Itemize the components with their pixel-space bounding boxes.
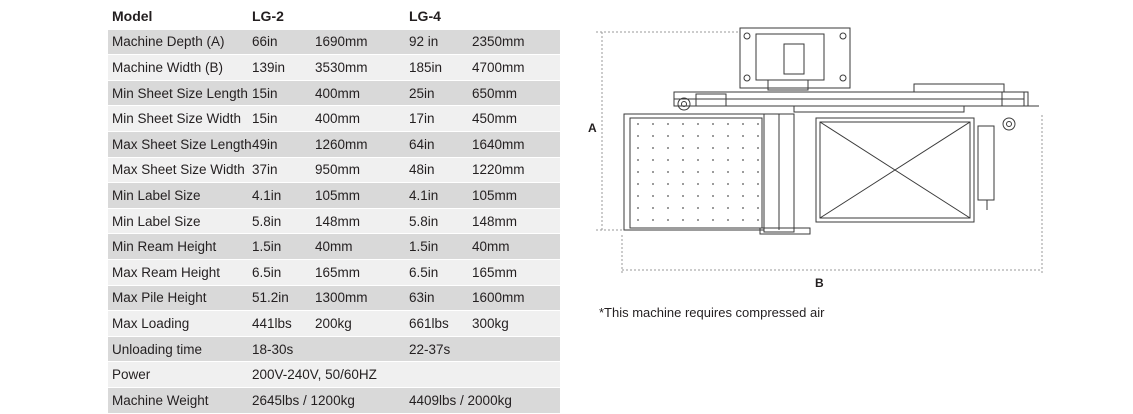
lg2-imperial: 15in — [248, 80, 311, 106]
lg4-metric: 2350mm — [468, 29, 560, 55]
spec-label: Min Sheet Size Width — [108, 106, 248, 132]
spec-label: Min Sheet Size Length — [108, 80, 248, 106]
spec-row — [108, 234, 560, 260]
spec-header-row — [108, 4, 560, 29]
lg2-imperial: 51.2in — [248, 285, 311, 311]
lg2-metric: 3530mm — [311, 55, 405, 81]
spec-row — [108, 80, 560, 106]
lg2-metric: 1260mm — [311, 131, 405, 157]
header-lg4-metric — [468, 4, 560, 29]
lg2-imperial: 4.1in — [248, 183, 311, 209]
lg4-metric — [468, 336, 560, 362]
spec-row — [108, 131, 560, 157]
lg4-imperial: 22-37s — [405, 336, 468, 362]
spec-row — [108, 362, 560, 388]
spec-label: Max Sheet Size Length — [108, 131, 248, 157]
lg4-metric: 450mm — [468, 106, 560, 132]
spec-label: Power — [108, 362, 248, 388]
lg2-metric: 400mm — [311, 80, 405, 106]
spec-row — [108, 106, 560, 132]
spec-row — [108, 157, 560, 183]
spec-row — [108, 336, 560, 362]
lg2-imperial: 66in — [248, 29, 311, 55]
spec-label: Machine Width (B) — [108, 55, 248, 81]
lg4-imperial: 92 in — [405, 29, 468, 55]
lg4-imperial: 185in — [405, 55, 468, 81]
dimension-a-label: A — [588, 121, 597, 135]
lg4-metric: 105mm — [468, 183, 560, 209]
lg2-metric: 400mm — [311, 106, 405, 132]
lg2-metric: 40mm — [311, 234, 405, 260]
lg2-imperial: 2645lbs / 1200kg — [248, 387, 311, 413]
dimension-b-label: B — [815, 276, 824, 290]
spec-table — [108, 4, 560, 414]
compressed-air-note: *This machine requires compressed air — [599, 305, 825, 320]
lg4-metric — [468, 362, 560, 388]
spec-row — [108, 259, 560, 285]
spec-label: Max Loading — [108, 311, 248, 337]
lg4-imperial: 4.1in — [405, 183, 468, 209]
header-lg2-metric — [311, 4, 405, 29]
lg4-imperial: 1.5in — [405, 234, 468, 260]
lg2-imperial: 139in — [248, 55, 311, 81]
lg4-metric: 148mm — [468, 208, 560, 234]
spec-label: Machine Depth (A) — [108, 29, 248, 55]
spec-row — [108, 29, 560, 55]
lg4-metric: 40mm — [468, 234, 560, 260]
spec-label: Min Label Size — [108, 208, 248, 234]
header-lg2: LG-2 — [248, 4, 311, 29]
spec-row — [108, 285, 560, 311]
lg4-metric: 165mm — [468, 259, 560, 285]
header-model: Model — [108, 4, 248, 29]
lg2-metric — [311, 336, 405, 362]
lg4-imperial: 63in — [405, 285, 468, 311]
header-lg4: LG-4 — [405, 4, 468, 29]
lg4-imperial: 661lbs — [405, 311, 468, 337]
spec-label: Max Pile Height — [108, 285, 248, 311]
lg4-imperial: 25in — [405, 80, 468, 106]
spec-row — [108, 183, 560, 209]
spec-label: Max Sheet Size Width — [108, 157, 248, 183]
spec-label: Max Ream Height — [108, 259, 248, 285]
lg2-imperial: 18-30s — [248, 336, 311, 362]
lg4-metric: 300kg — [468, 311, 560, 337]
spec-label: Min Label Size — [108, 183, 248, 209]
lg4-imperial: 4409lbs / 2000kg — [405, 387, 468, 413]
lg2-imperial: 15in — [248, 106, 311, 132]
lg4-imperial: 64in — [405, 131, 468, 157]
lg2-imperial: 5.8in — [248, 208, 311, 234]
lg4-imperial: 6.5in — [405, 259, 468, 285]
spec-label: Unloading time — [108, 336, 248, 362]
lg4-metric: 1220mm — [468, 157, 560, 183]
lg4-metric: 4700mm — [468, 55, 560, 81]
lg4-imperial: 48in — [405, 157, 468, 183]
machine-diagram — [584, 20, 1054, 295]
lg2-imperial: 1.5in — [248, 234, 311, 260]
lg2-metric: 1690mm — [311, 29, 405, 55]
lg2-imperial: 200V-240V, 50/60HZ — [248, 362, 311, 388]
lg4-imperial — [405, 362, 468, 388]
lg4-imperial: 5.8in — [405, 208, 468, 234]
lg2-metric: 148mm — [311, 208, 405, 234]
lg2-imperial: 6.5in — [248, 259, 311, 285]
lg2-metric: 1300mm — [311, 285, 405, 311]
spec-body — [108, 29, 560, 413]
lg2-metric: 950mm — [311, 157, 405, 183]
lg4-imperial: 17in — [405, 106, 468, 132]
lg2-metric: 200kg — [311, 311, 405, 337]
lg2-metric: 165mm — [311, 259, 405, 285]
lg4-metric: 1600mm — [468, 285, 560, 311]
lg4-metric: 1640mm — [468, 131, 560, 157]
lg4-metric: 650mm — [468, 80, 560, 106]
spec-row — [108, 311, 560, 337]
lg2-metric: 105mm — [311, 183, 405, 209]
spec-row — [108, 387, 560, 413]
spec-label: Min Ream Height — [108, 234, 248, 260]
lg2-imperial: 441lbs — [248, 311, 311, 337]
spec-row — [108, 55, 560, 81]
spec-row — [108, 208, 560, 234]
lg2-imperial: 37in — [248, 157, 311, 183]
spec-label: Machine Weight — [108, 387, 248, 413]
lg2-imperial: 49in — [248, 131, 311, 157]
